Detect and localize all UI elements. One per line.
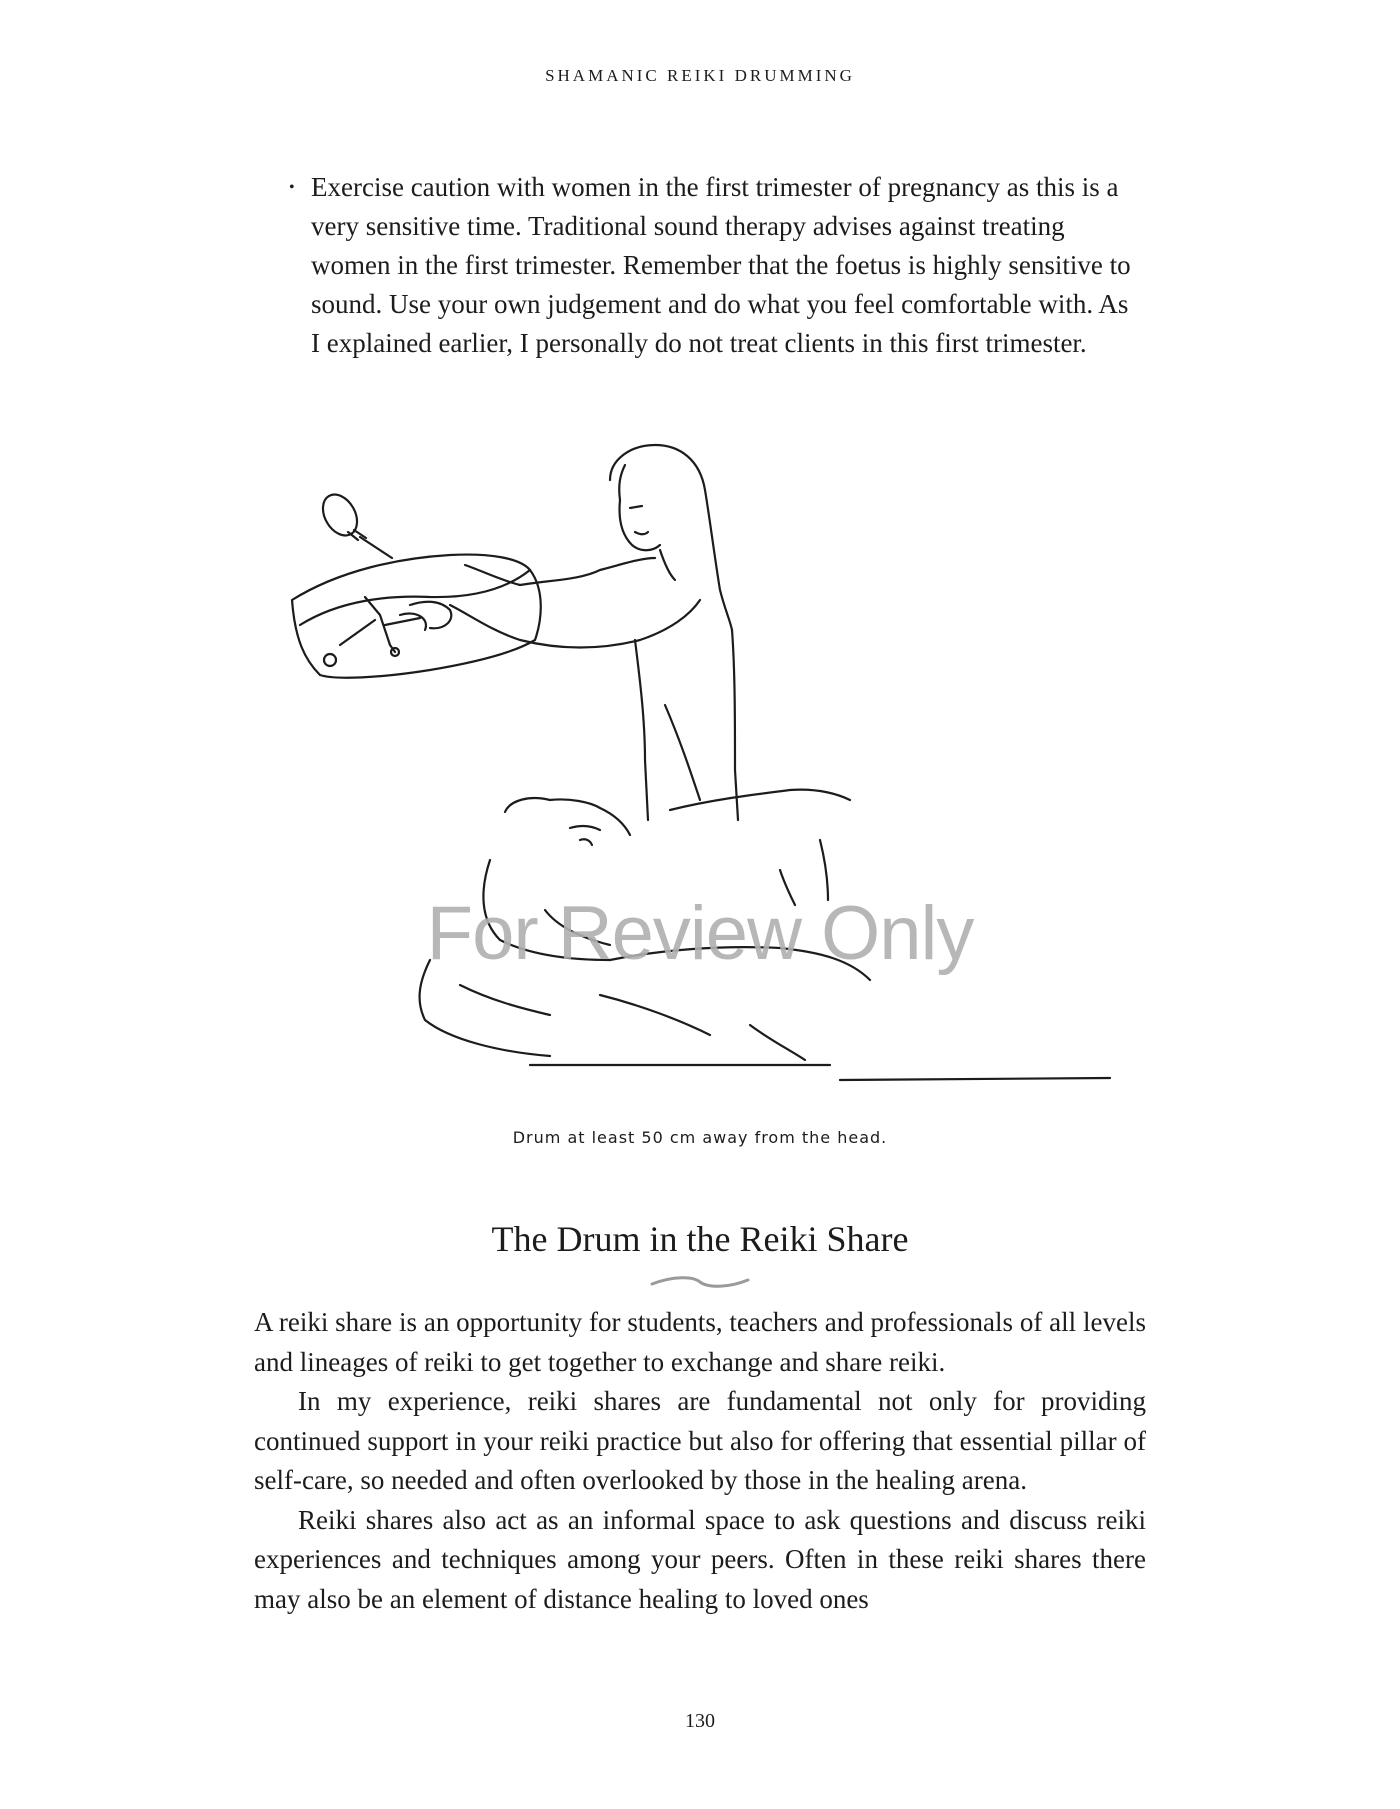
drumming-illustration [280, 440, 1130, 1100]
paragraph: In my experience, reiki shares are fundamental not only for providing continued support in your reiki practice but also for offering that essential pillar of self-care, so needed and often overlooked by those in the healing arena. [254, 1386, 1146, 1495]
running-head: SHAMANIC REIKI DRUMMING [545, 66, 855, 85]
mallet-head [316, 488, 364, 541]
drum-lacing [340, 597, 420, 652]
ornament-swash-icon [648, 1272, 752, 1292]
mouth [635, 532, 648, 534]
drum-rim [292, 555, 541, 678]
body-text [254, 1303, 1146, 1619]
blanket-fold-2 [600, 995, 710, 1035]
drum-bead [324, 654, 336, 666]
hair-left [610, 445, 732, 630]
blanket-fold-1 [460, 985, 550, 1015]
patient-face [570, 826, 600, 845]
eyes [630, 506, 642, 508]
watermark: For Review Only [426, 891, 974, 976]
bullet-text: Exercise caution with women in the first trimester of pregnancy as this is a very sensitive time. Traditional sound therapy advises against treating women in the first trimester. Remember that the foetus is highly sensitive to sound. Use your own judgement and do what you feel comfortable with. As I explained earlier, I personally do not treat clients in this first trimester. [311, 172, 1131, 358]
patient-head [505, 798, 630, 835]
paragraph: Reiki shares also act as an informal space to ask questions and discuss reiki experiences and techniques among your peers. Often in these reiki shares there may also be an element of distance healing to loved ones [254, 1504, 1146, 1614]
torso-left [635, 640, 648, 820]
bullet-item [289, 168, 1131, 363]
neck [660, 550, 675, 580]
arm-lower [450, 600, 700, 648]
figure-caption: Drum at least 50 cm away from the head. [512, 1128, 888, 1147]
floor-line [530, 1065, 1110, 1080]
face [620, 500, 661, 550]
bullet-dot-icon: • [289, 179, 295, 196]
arm-upper [465, 558, 655, 585]
hands [400, 602, 451, 630]
mallet-handle [348, 530, 392, 558]
blanket-fold-3 [750, 1025, 805, 1060]
page-number: 130 [685, 1710, 715, 1732]
section-title: The Drum in the Reiki Share [491, 1219, 909, 1259]
torso-right [732, 630, 738, 820]
illustration [280, 440, 1130, 1100]
hair-right [619, 465, 625, 500]
paragraph: A reiki share is an opportunity for students, teachers and professionals of all levels and lineages of reiki to get together to exchange and share reiki. [254, 1307, 1146, 1377]
shirt-fold [665, 705, 700, 800]
